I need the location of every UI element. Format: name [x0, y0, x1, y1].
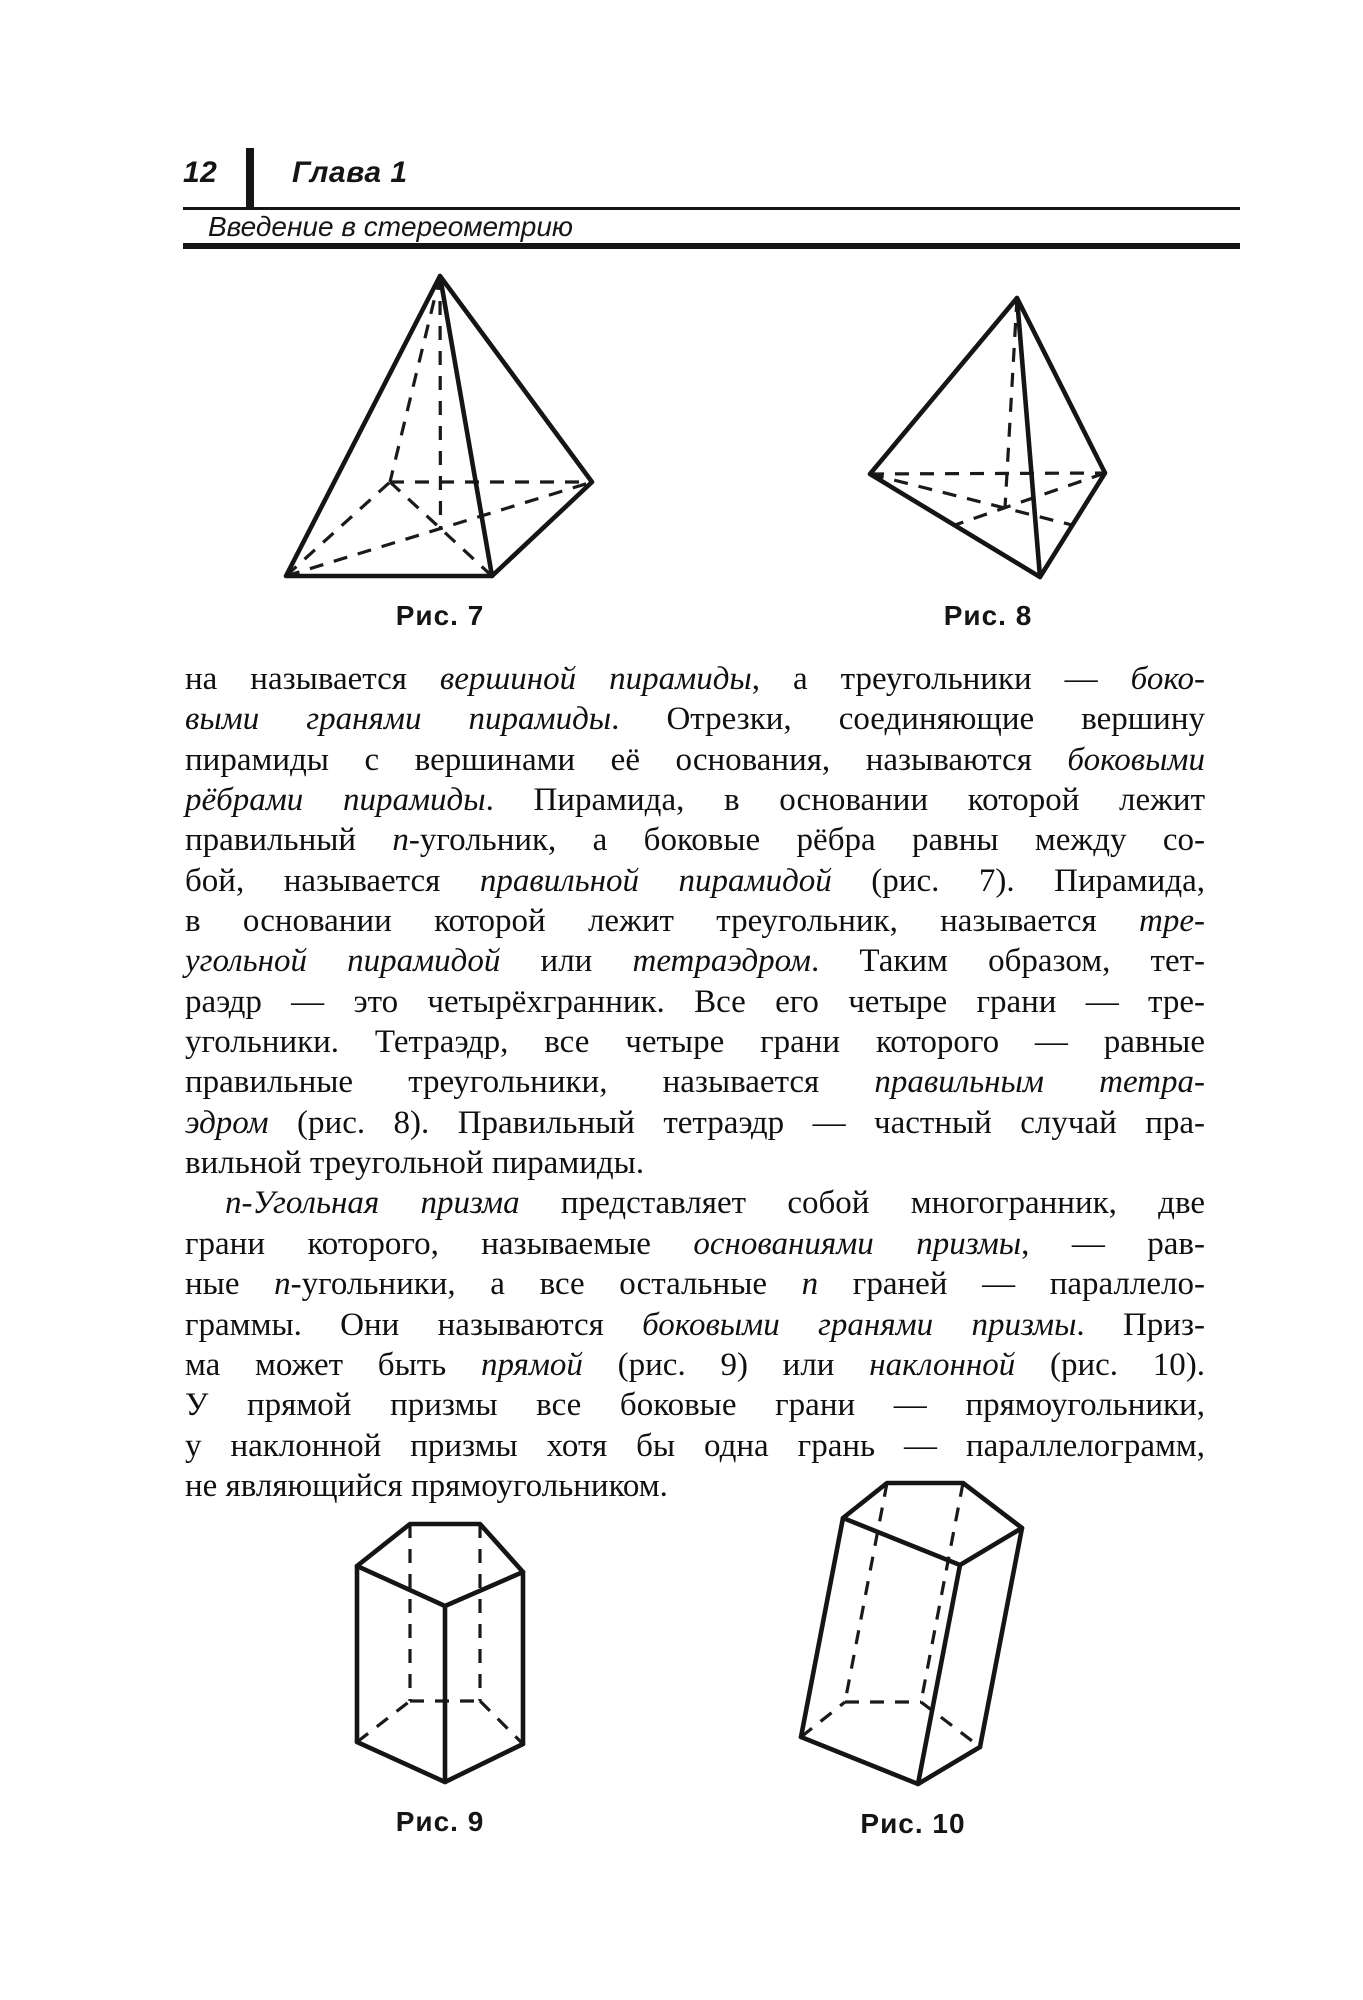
text-run: (рис. 9) или [582, 1346, 870, 1383]
text-run: на называется [185, 661, 440, 697]
text-run: У прямой призмы все боковые грани — прямоугольники, [185, 1387, 1205, 1424]
text-line [185, 1385, 1205, 1425]
italic-run: n [392, 822, 409, 859]
chapter-divider-bar [246, 148, 254, 208]
italic-run: выми гранями пирамиды [185, 701, 612, 738]
italic-run: прямой [480, 1346, 583, 1383]
text-line [185, 1143, 1205, 1183]
text-run: правильный [185, 822, 393, 859]
text-run: . Таким образом, тет- [810, 943, 1206, 980]
italic-run: n-Угольная призма [225, 1185, 520, 1222]
text-run: граней — параллело- [818, 1266, 1206, 1303]
italic-run: n [801, 1266, 819, 1303]
text-run: . Отрезки, соединяющие вершину [611, 701, 1205, 738]
text-run: пирамиды с вершинами её основания, называются [185, 741, 1068, 778]
italic-run: правильной пирамидой [479, 862, 832, 899]
figure-7-caption: Рис. 7 [395, 600, 485, 631]
text-line [185, 1062, 1205, 1102]
text-line [185, 659, 1205, 699]
text-line [185, 982, 1205, 1022]
text-line [185, 1466, 1205, 1506]
text-run: (рис. 10). [1015, 1346, 1205, 1383]
italic-run: боковыми гранями призмы [642, 1306, 1077, 1343]
header-rule-thick [183, 243, 1240, 249]
figure-9-caption: Рис. 9 [395, 1806, 485, 1837]
text-line [185, 1305, 1205, 1345]
italic-run: наклонной [869, 1346, 1016, 1383]
header-rule-thin [183, 207, 1240, 210]
italic-run: тре- [1139, 903, 1205, 940]
italic-run: боковыми [1067, 741, 1205, 778]
figure-9-right-prism-drawing [344, 1512, 536, 1794]
figure-8-tetrahedron-drawing [855, 285, 1120, 590]
text-line [185, 1224, 1205, 1264]
text-line [185, 1022, 1205, 1062]
text-run: бой, называется [185, 862, 480, 899]
text-line [185, 1103, 1205, 1143]
text-line [185, 901, 1205, 941]
figure-10-caption: Рис. 10 [860, 1808, 966, 1839]
text-line [185, 861, 1205, 901]
italic-run: вершиной пирамиды [439, 661, 752, 697]
text-line [185, 1426, 1205, 1466]
section-subtitle: Введение в стереометрию [208, 211, 573, 242]
text-run: представляет собой многогранник, две [519, 1185, 1206, 1222]
italic-run: эдром [185, 1104, 269, 1141]
text-run: ма может быть [185, 1346, 481, 1383]
text-line [185, 820, 1205, 860]
text-line [185, 941, 1205, 981]
text-line [185, 699, 1205, 739]
text-run: (рис. 7). Пирамида, [831, 862, 1206, 899]
text-run: грани которого, называемые [185, 1225, 694, 1262]
italic-run: правильным тетра- [874, 1064, 1205, 1101]
body-text [185, 659, 1205, 1506]
text-run: граммы. Они называются [185, 1306, 643, 1343]
italic-run: основаниями призмы [693, 1225, 1022, 1262]
text-run: в основании которой лежит треугольник, называется [185, 903, 1140, 940]
text-run: , — рав- [1021, 1225, 1206, 1262]
italic-run: тетраэдром [632, 943, 811, 980]
chapter-title: Глава 1 [292, 156, 408, 189]
italic-run: угольной пирамидой [185, 943, 501, 980]
text-run: у наклонной призмы хотя бы одна грань — параллелограмм, [185, 1427, 1205, 1464]
italic-run: рёбрами пирамиды [185, 782, 486, 819]
text-line [185, 1345, 1205, 1385]
text-line [185, 1183, 1205, 1223]
text-line [185, 780, 1205, 820]
text-run: или [500, 943, 633, 980]
text-run: правильные треугольники, называется [185, 1064, 875, 1101]
figure-10-oblique-prism-drawing [788, 1470, 1033, 1795]
text-line [185, 1264, 1205, 1304]
text-run: раэдр — это четырёхгранник. Все его четыре грани — тре- [185, 983, 1205, 1020]
figure-7-pyramid-drawing [270, 262, 605, 587]
text-run: ные [185, 1266, 275, 1303]
text-run: . Приз- [1076, 1306, 1205, 1343]
italic-run: n [274, 1266, 291, 1303]
figure-8-caption: Рис. 8 [943, 600, 1033, 631]
text-run: не являющийся прямоугольником. [185, 1467, 668, 1504]
text-run: (рис. 8). Правильный тетраэдр — частный случай пра- [268, 1104, 1205, 1141]
text-line [185, 740, 1205, 780]
italic-run: боко- [1130, 661, 1205, 697]
text-run: -угольник, а боковые рёбра равны между со- [408, 822, 1206, 859]
text-run: угольники. Тетраэдр, все четыре грани которого — равные [185, 1024, 1205, 1061]
text-run: . Пирамида, в основании которой лежит [485, 782, 1205, 819]
text-run: вильной треугольной пирамиды. [185, 1145, 645, 1182]
page-number: 12 [183, 156, 218, 189]
text-run: -угольники, а все остальные [290, 1266, 802, 1303]
text-run: , а треугольники — [751, 661, 1131, 697]
